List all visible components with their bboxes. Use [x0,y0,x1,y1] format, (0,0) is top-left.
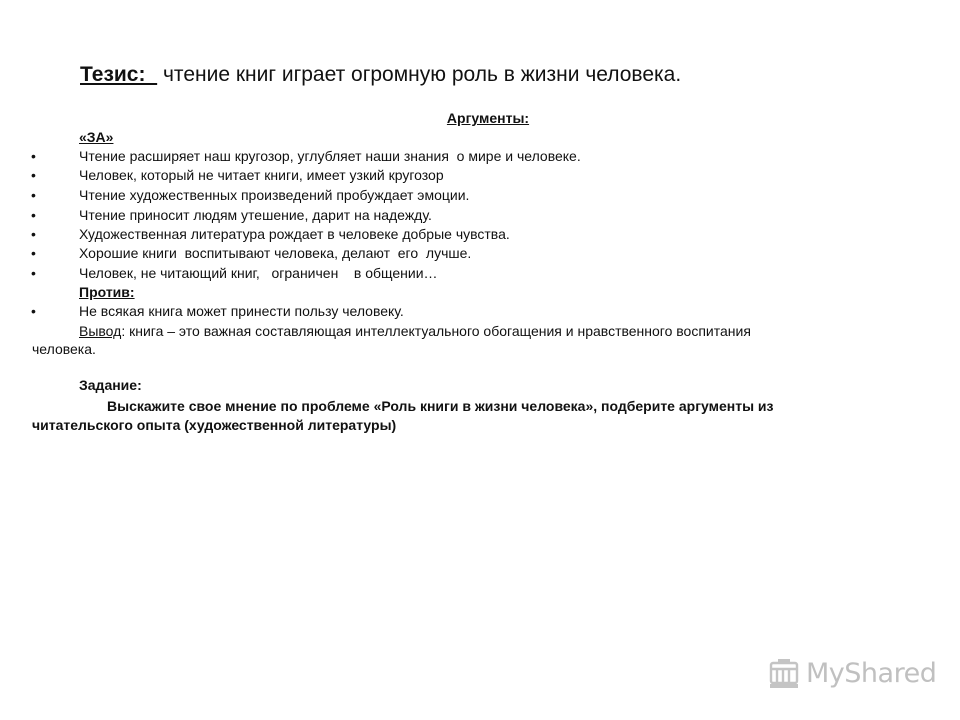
thesis-text: чтение книг играет огромную роль в жизни человека. [157,63,682,86]
arguments-heading: Аргументы: [446,110,530,126]
con-label: Против: [79,284,135,300]
pro-item-text: Чтение приносит людям утешение, дарит на надежду. [79,207,432,223]
pro-item-text: Хорошие книги воспитывают человека, делают его лучше. [79,245,472,261]
watermark-text: MyShared [806,658,937,689]
bullet: • [31,207,36,223]
task-line-1: Выскажите свое мнение по проблеме «Роль книги в жизни человека», подберите аргументы из [107,398,774,414]
mysharedlibrary-logo-icon [768,657,802,691]
con-item-text: Не всякая книга может принести пользу человеку. [79,303,404,319]
bullet: • [31,226,36,242]
task-label: Задание: [79,377,142,393]
bullet: • [31,303,36,319]
bullet: • [31,245,36,261]
thesis [80,60,681,90]
pro-item-text: Человек, не читающий книг, ограничен в общении… [79,265,438,281]
thesis-label: Тезис: [80,63,158,86]
pro-label: «ЗА» [79,129,114,145]
pro-item-text: Художественная литература рождает в человеке добрые чувства. [79,226,510,242]
conclusion-text: : книга – это важная составляющая интеллектуального обогащения и нравственного воспитания [121,323,751,339]
conclusion-line-1 [79,322,751,340]
bullet: • [31,148,36,164]
pro-item-text: Чтение расширяет наш кругозор, углубляет наши знания о мире и человеке. [79,148,581,164]
pro-item-text: Человек, который не читает книги, имеет узкий кругозор [79,167,444,183]
task-line-2: читательского опыта (художественной литературы) [32,417,397,433]
bullet: • [31,187,36,203]
pro-item-text: Чтение художественных произведений пробуждает эмоции. [79,187,470,203]
bullet: • [31,167,36,183]
conclusion-label: Вывод [79,323,122,339]
bullet: • [31,265,36,281]
conclusion-line-2: человека. [32,341,96,357]
watermark [768,656,936,692]
